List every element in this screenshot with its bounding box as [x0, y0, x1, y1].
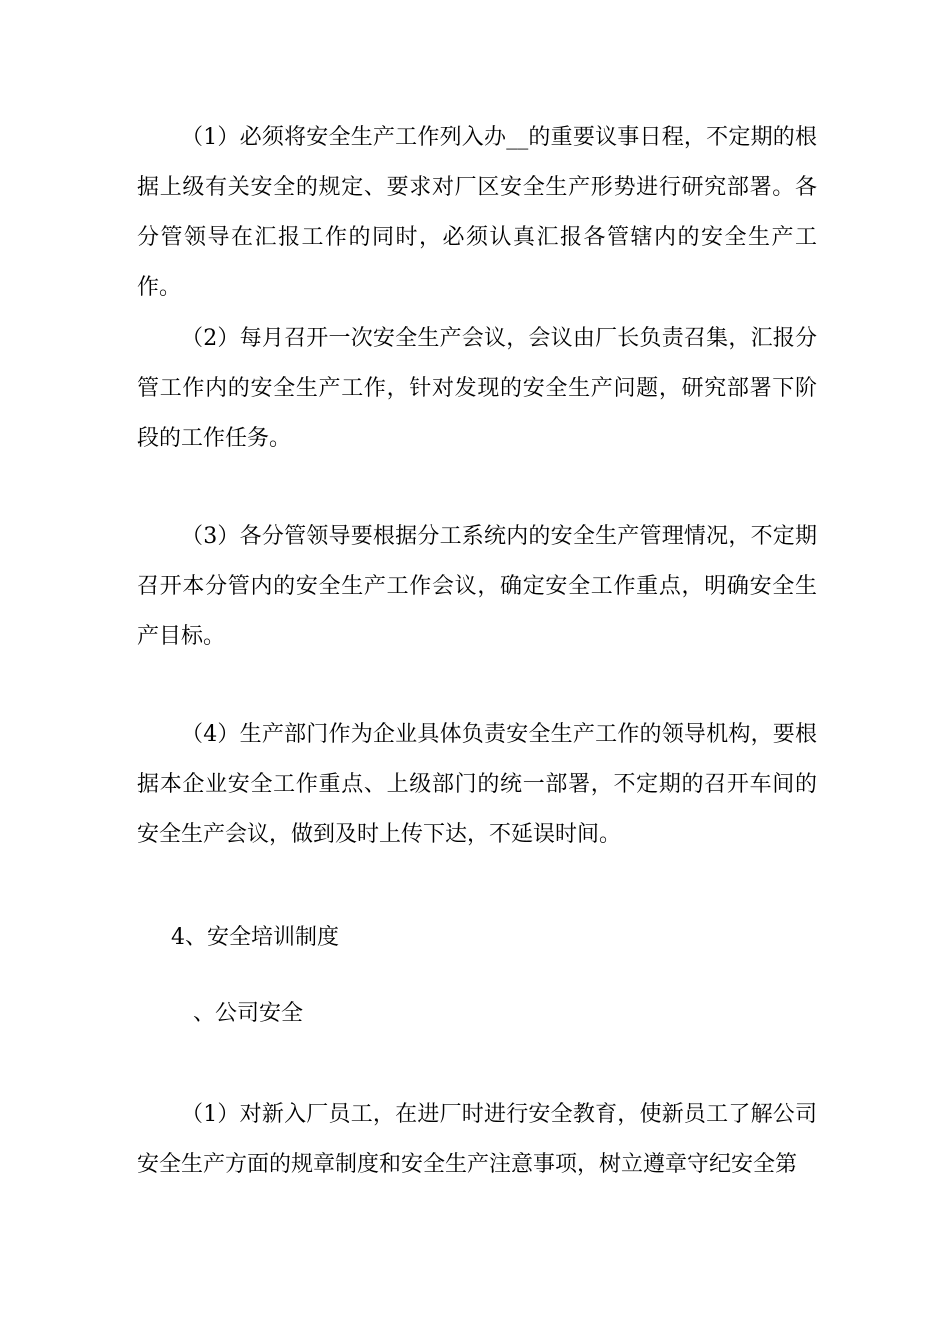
paragraph-4: （4）生产部门作为企业具体负责安全生产工作的领导机构，要根据本企业安全工作重点、上级部门的统一部署，不定期的召开车间的安全生产会议，做到及时上传下达，不延误时间。	[137, 722, 817, 847]
section-heading: 4、安全培训制度	[171, 925, 339, 950]
paragraph-1: （1）必须将安全生产工作列入办__的重要议事日程，不定期的根据上级有关安全的规定、要求对厂区安全生产形势进行研究部署。各分管领导在汇报工作的同时，必须认真汇报各管辖内的安全生产工作。	[137, 125, 817, 300]
subsection-heading: 、公司安全	[193, 1001, 304, 1026]
paragraph-5: （1）对新入厂员工，在进厂时进行安全教育，使新员工了解公司安全生产方面的规章制度和安全生产注意事项，树立遵章守纪安全第	[137, 1102, 817, 1177]
paragraph-3: （3）各分管领导要根据分工系统内的安全生产管理情况，不定期召开本分管内的安全生产工作会议，确定安全工作重点，明确安全生产目标。	[137, 524, 817, 649]
paragraph-2: （2）每月召开一次安全生产会议，会议由厂长负责召集，汇报分管工作内的安全生产工作，针对发现的安全生产问题，研究部署下阶段的工作任务。	[137, 326, 817, 451]
